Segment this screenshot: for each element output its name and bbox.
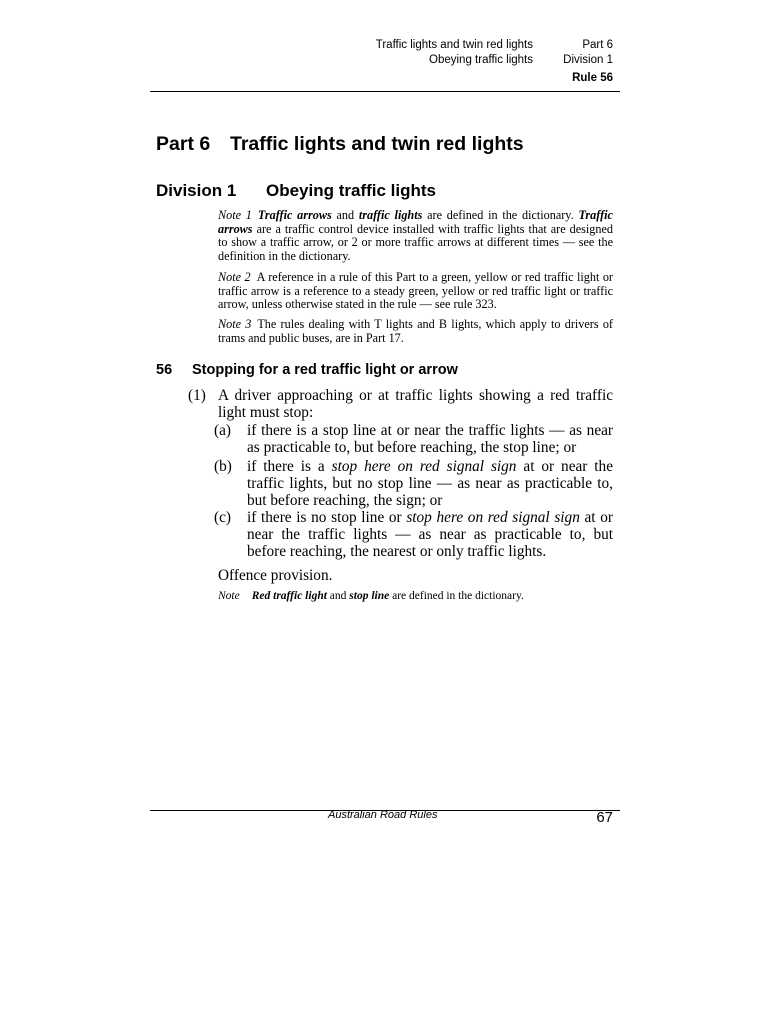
note-3 <box>218 318 613 345</box>
note-1 <box>218 209 613 263</box>
para-c-text <box>247 509 613 560</box>
rule-title: Stopping for a red traffic light or arrow <box>192 362 458 378</box>
note-3-text: The rules dealing with T lights and B lights, which apply to drivers of trams and public buses, are in Part 17. <box>218 317 613 345</box>
header-rule-label: Rule 56 <box>572 72 613 84</box>
page-number: 67 <box>596 809 613 826</box>
term-traffic-arrows: Traffic arrows <box>257 208 332 222</box>
header-part-label: Part 6 <box>582 39 613 51</box>
para-c-number: (c) <box>214 509 231 526</box>
note-3-label: Note 3 <box>218 317 252 331</box>
para-a-number: (a) <box>214 422 231 439</box>
header-division-title: Obeying traffic lights <box>429 54 533 66</box>
para-b-post: at or near the traffic lights, but no stop line — as near as practicable to, but before reaching, the sign; or <box>247 458 613 509</box>
offence-provision: Offence provision. <box>218 567 333 584</box>
note-2-label: Note 2 <box>218 270 251 284</box>
rule-heading <box>156 362 458 378</box>
header-division-label: Division 1 <box>563 54 613 66</box>
note-1-text-a: and <box>331 208 359 222</box>
footer-title: Australian Road Rules <box>328 809 438 821</box>
para-b-text <box>247 458 613 509</box>
note-1-text-b: are defined in the dictionary. <box>422 208 579 222</box>
subrule-text: A driver approaching or at traffic lights showing a red traffic light must stop: <box>218 387 613 421</box>
note-2 <box>218 271 613 312</box>
part-title: Traffic lights and twin red lights <box>230 133 524 155</box>
subrule-number: (1) <box>188 387 206 404</box>
para-b-pre: if there is a <box>247 458 332 475</box>
para-b-term: stop here on red signal sign <box>331 458 517 475</box>
para-a-text: if there is a stop line at or near the traffic lights — as near as practicable to, but before reaching, the stop line; or <box>247 422 613 456</box>
rule-note-label: Note <box>218 590 240 602</box>
note-2-text: A reference in a rule of this Part to a green, yellow or red traffic light or traffic arrow is a reference to a steady green, yellow or red traffic light or traffic arrow, unless otherwise stated in the rule — see rule 323. <box>218 270 613 312</box>
para-c-pre: if there is no stop line or <box>247 509 407 526</box>
para-b-number: (b) <box>214 458 232 475</box>
division-title: Obeying traffic lights <box>266 181 437 200</box>
term-traffic-arrows-2: Traffic arrows <box>218 208 613 236</box>
note-1-label: Note 1 <box>218 208 252 222</box>
division-heading <box>156 181 436 201</box>
para-c-post: at or near the traffic lights — as near as practicable to, but before reaching, the nearest or only traffic lights. <box>247 509 613 560</box>
para-c-term: stop here on red signal sign <box>406 509 580 526</box>
part-number: Part 6 <box>156 133 211 155</box>
rule-note-mid: and <box>326 590 350 602</box>
term-traffic-lights: traffic lights <box>358 208 423 222</box>
header-divider <box>150 91 620 92</box>
rule-note <box>218 590 524 602</box>
term-stop-line: stop line <box>349 590 390 602</box>
part-heading <box>156 133 524 156</box>
rule-note-end: are defined in the dictionary. <box>389 590 524 602</box>
division-number: Division 1 <box>156 181 237 200</box>
note-1-text-c: are a traffic control device installed with traffic lights that are designed to show a traffic arrow, or 2 or more traffic arrows at different times — see the definition in the dictionary. <box>218 221 613 263</box>
term-red-traffic-light: Red traffic light <box>251 590 327 602</box>
header-part-title: Traffic lights and twin red lights <box>375 39 533 51</box>
rule-number: 56 <box>156 362 173 378</box>
